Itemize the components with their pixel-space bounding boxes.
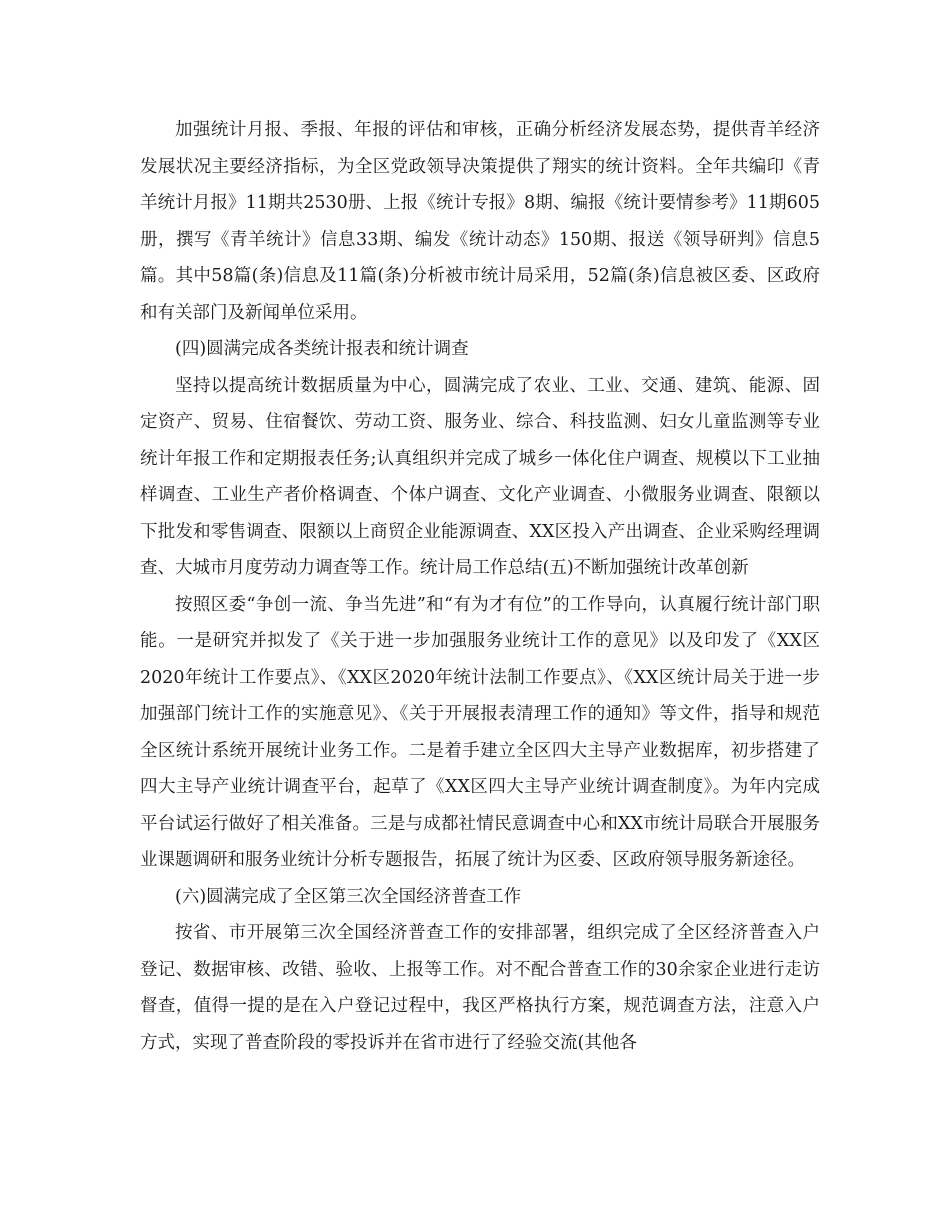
paragraph-reform-innovation: 按照区委“争创一流、争当先进”和“有为才有位”的工作导向，认真履行统计部门职能。一是研究并拟发了《关于进一步加强服务业统计工作的意见》以及印发了《XX区2020年统计工作要点》、《XX区2020年统计法制工作要点》、《XX区统计局关于进一步加强部门统计工作的实施意见》、《关于开展报表清理工作的通知》等文件，指导和规范全区统计系统开展统计业务工作。二是着手建立全区四大主导产业数据库，初步搭建了四大主导产业统计调查平台，起草了《XX区四大主导产业统计调查制度》。为年内完成平台试运行做好了相关准备。三是与成都社情民意调查中心和XX市统计局联合开展服务业课题调研和服务业统计分析专题报告，拓展了统计为区委、区政府领导服务新途径。 — [140, 594, 820, 870]
paragraph-surveys-completed: 坚持以提高统计数据质量为中心，圆满完成了农业、工业、交通、建筑、能源、固定资产、贸易、住宿餐饮、劳动工资、服务业、综合、科技监测、妇女儿童监测等专业统计年报工作和定期报表任务;认真组织并完成了城乡一体化住户调查、规模以下工业抽样调查、工业生产者价格调查、个体户调查、文化产业调查、小微服务业调查、限额以下批发和零售调查、限额以上商贸企业能源调查、XX区投入产出调查、企业采购经理调查、大城市月度劳动力调查等工作。统计局工作总结(五)不断加强统计改革创新 — [140, 375, 820, 578]
paragraph-statistical-reports: 加强统计月报、季报、年报的评估和审核，正确分析经济发展态势，提供青羊经济发展状况主要经济指标，为全区党政领导决策提供了翔实的统计资料。全年共编印《青羊统计月报》11期共2530册、上报《统计专报》8期、编报《统计要情参考》11期605册，撰写《青羊统计》信息33期、编发《统计动态》150期、报送《领导研判》信息5篇。其中58篇(条)信息及11篇(条)分析被市统计局采用，52篇(条)信息被区委、区政府和有关部门及新闻单位采用。 — [140, 120, 820, 323]
paragraph-economic-census: 按省、市开展第三次全国经济普查工作的安排部署，组织完成了全区经济普查入户登记、数据审核、改错、验收、上报等工作。对不配合普查工作的30余家企业进行走访督查，值得一提的是在入户登记过程中，我区严格执行方案，规范调查方法，注意入户方式，实现了普查阶段的零投诉并在省市进行了经验交流(其他各 — [140, 923, 820, 1053]
section-heading-4: (四)圆满完成各类统计报表和统计调查 — [175, 339, 469, 359]
section-heading-6: (六)圆满完成了全区第三次全国经济普查工作 — [175, 886, 522, 907]
document-body — [140, 112, 820, 1061]
